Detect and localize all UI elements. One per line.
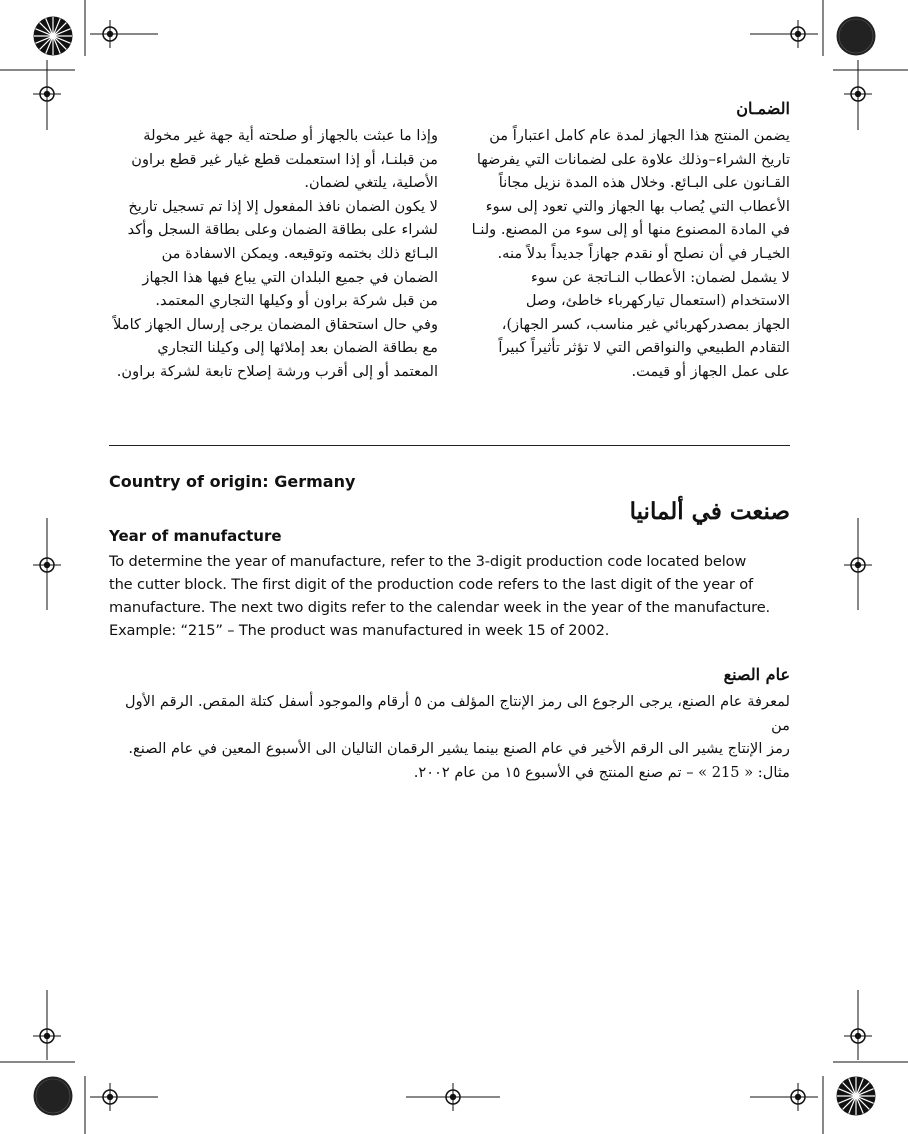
warranty-right-column — [465, 124, 790, 384]
text-line: الضمان في جميع البلدان التي يباع فيها هذا الجهاز — [142, 268, 438, 286]
text-line: Example: “215” – The product was manufactured in week 15 of 2002. — [109, 622, 610, 639]
text-line: التقادم الطبيعي والنواقص التي لا تؤثر تأثيراً كبيراً — [498, 339, 790, 357]
text-line: رمز الإنتاج يشير الى الرقم الأخير في عام الصنع بينما يشير الرقمان التاليان الى الأسبوع المعين في عام الصنع. — [128, 740, 790, 758]
section-divider — [109, 445, 790, 446]
text-line: لشراء على بطاقة الضمان وعلى بطاقة السجل وأكد — [127, 221, 438, 239]
text-line: الأصلية، يلتغي لضمان. — [304, 174, 438, 192]
year-of-manufacture-text-arabic — [125, 690, 790, 784]
text-line: المعتمد أو إلى أقرب ورشة إصلاح تابعة لشركة براون. — [116, 362, 438, 380]
warranty-left-column — [108, 124, 438, 384]
text-line: الجهاز بمصدركهربائي غير مناسب، كسر الجهاز)، — [501, 315, 790, 333]
text-line: To determine the year of manufacture, refer to the 3-digit production code located below — [109, 553, 747, 570]
text-line: لا يشمل لضمان: الأعطاب النـاتجة عن سوء — [531, 268, 790, 286]
text-line: manufacture. The next two digits refer to the calendar week in the year of the manufacture. — [109, 599, 771, 616]
text-line: من قبلنـا، أو إذا استعملت قطع غيار غير قطع براون — [131, 150, 438, 168]
text-line: القـانون على البـائع. وخلال هذه المدة نزيل مجاناً — [498, 174, 790, 192]
text-line: في المادة المصنوع منها أو إلى سوء من المصنع. ولنـا — [471, 221, 790, 239]
country-of-origin-arabic: صنعت في ألمانيا — [629, 498, 790, 525]
text-line: البـائع ذلك بختمه وتوقيعه. ويمكن الاسفادة من — [161, 244, 438, 262]
year-of-manufacture-heading-arabic: عام الصنع — [723, 665, 790, 684]
text-line: يضمن المنتج هذا الجهاز لمدة عام كامل اعتباراً من — [489, 127, 790, 144]
text-line: لا يكون الضمان نافذ المفعول إلا إذا تم تسجيل تاريخ — [128, 197, 438, 215]
country-of-origin-heading: Country of origin: Germany — [109, 472, 356, 491]
year-of-manufacture-text — [109, 550, 799, 642]
text-line: الخيـار في أن نصلح أو نقدم جهازاً جديداً بدلاً منه. — [497, 244, 790, 262]
text-line: the cutter block. The first digit of the production code refers to the last digit of the year of — [109, 576, 754, 593]
text-line: تاريخ الشراء–وذلك علاوة على لضمانات التي يفرضها — [476, 150, 790, 168]
text-line: وفي حال استحقاق المضمان يرجى إرسال الجهاز كاملاً — [113, 315, 438, 333]
text-line: على عمل الجهاز أو قيمت. — [631, 362, 790, 380]
text-line: الأعطاب التي يُصاب بها الجهاز والتي تعود إلى سوء — [485, 197, 790, 215]
year-of-manufacture-heading: Year of manufacture — [109, 527, 282, 545]
text-line: وإذا ما عبثت بالجهاز أو صلحته أية جهة غير مخولة — [143, 127, 438, 144]
text-line: مع بطاقة الضمان بعد إملائها إلى وكيلنا التجاري — [157, 339, 438, 357]
warranty-title: الضمـان — [736, 99, 790, 118]
text-line: مثال: « 215 » – تم صنع المنتج في الأسبوع ١٥ من عام ٢٠٠٢. — [413, 763, 790, 781]
text-line: من قبل شركة براون أو وكيلها التجاري المعتمد. — [155, 292, 438, 310]
text-line: الاستخدام (استعمال تياركهرباء خاطئ، وصل — [525, 292, 790, 310]
text-line: لمعرفة عام الصنع، يرجى الرجوع الى رمز الإنتاج المؤلف من ٥ أرقام والموجود أسفل كتلة المقص. الرقم الأول من — [125, 693, 791, 734]
